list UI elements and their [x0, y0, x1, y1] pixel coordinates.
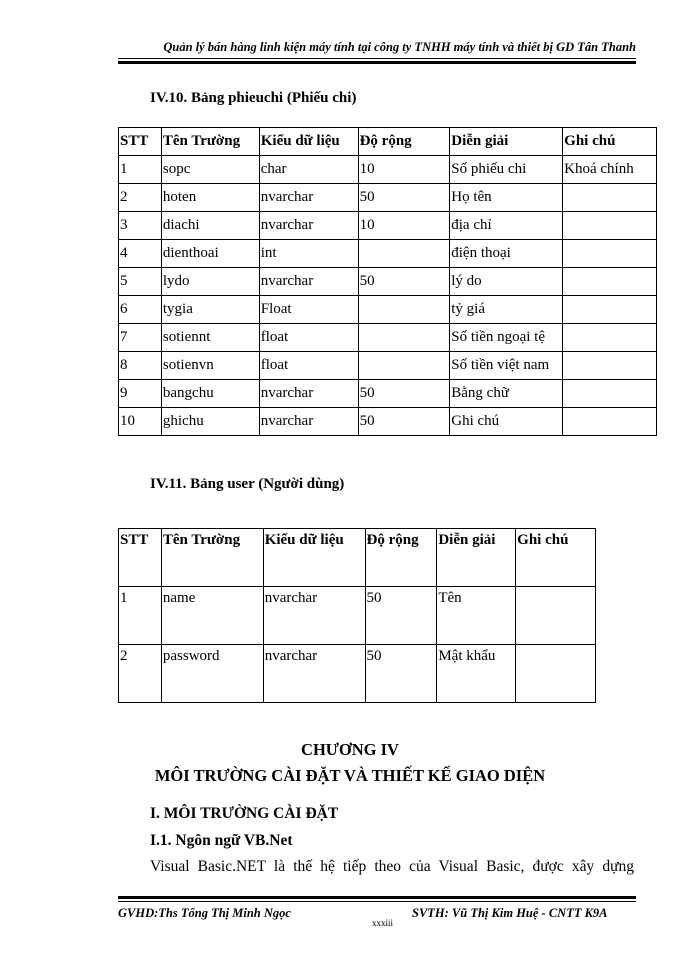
table-cell: float: [259, 324, 358, 352]
column-header: Ghi chú: [563, 128, 657, 156]
column-header: Tên Trường: [161, 128, 259, 156]
table-cell: 2: [119, 184, 162, 212]
table-cell: nvarchar: [259, 268, 358, 296]
table-cell: điện thoại: [450, 240, 563, 268]
table-cell: 4: [119, 240, 162, 268]
page-header: Quản lý bán hàng linh kiện máy tính tại công ty TNHH máy tính và thiết bị GD Tân Thanh: [163, 40, 636, 54]
table-cell: 50: [365, 587, 437, 645]
table-cell: [563, 268, 657, 296]
table-cell: nvarchar: [259, 212, 358, 240]
table-row: [119, 296, 657, 324]
table-cell: 50: [358, 268, 450, 296]
table-cell: 50: [358, 184, 450, 212]
table-cell: [563, 184, 657, 212]
table-row: [119, 587, 596, 645]
table-cell: nvarchar: [263, 587, 365, 645]
table-cell: 2: [119, 645, 162, 703]
column-header: Tên Trường: [161, 529, 263, 587]
table-cell: [516, 645, 596, 703]
chapter-number: CHƯƠNG IV: [301, 740, 399, 759]
table-cell: [358, 240, 450, 268]
table-cell: [563, 352, 657, 380]
page-number: xxxiii: [372, 918, 394, 928]
column-header: Ghi chú: [516, 529, 596, 587]
table-cell: 10: [358, 156, 450, 184]
column-header: Kiểu dữ liệu: [263, 529, 365, 587]
table-cell: char: [259, 156, 358, 184]
table-cell: 9: [119, 380, 162, 408]
table-cell: 50: [365, 645, 437, 703]
heading-1: I. MÔI TRƯỜNG CÀI ĐẶT: [150, 805, 339, 822]
table-cell: Số tiền việt nam: [450, 352, 563, 380]
table-row: [119, 645, 596, 703]
table-cell: nvarchar: [259, 380, 358, 408]
table-cell: địa chỉ: [450, 212, 563, 240]
table-cell: 50: [358, 380, 450, 408]
table-cell: sotiennt: [161, 324, 259, 352]
table-row: [119, 324, 657, 352]
table-cell: 5: [119, 268, 162, 296]
table-cell: Mật khẩu: [437, 645, 516, 703]
table-cell: nvarchar: [259, 408, 358, 436]
table-cell: tỷ giá: [450, 296, 563, 324]
table-cell: [358, 352, 450, 380]
table-cell: dienthoai: [161, 240, 259, 268]
column-header: STT: [119, 529, 162, 587]
table-cell: sopc: [161, 156, 259, 184]
table-cell: Số phiếu chi: [450, 156, 563, 184]
table-cell: 6: [119, 296, 162, 324]
table-cell: Ghi chú: [450, 408, 563, 436]
column-header: Diễn giải: [437, 529, 516, 587]
table-cell: [358, 296, 450, 324]
table-cell: Tên: [437, 587, 516, 645]
table-cell: 1: [119, 156, 162, 184]
phieuchi-table: [118, 127, 657, 436]
table-cell: [563, 212, 657, 240]
table-cell: nvarchar: [263, 645, 365, 703]
table-cell: ghichu: [161, 408, 259, 436]
table-row: [119, 156, 657, 184]
footer-student: SVTH: Vũ Thị Kim Huệ - CNTT K9A: [412, 906, 608, 920]
table-cell: sotienvn: [161, 352, 259, 380]
table-cell: Họ tên: [450, 184, 563, 212]
table-row: [119, 380, 657, 408]
table-cell: diachi: [161, 212, 259, 240]
table-cell: nvarchar: [259, 184, 358, 212]
table-row: [119, 212, 657, 240]
heading-2: I.1. Ngôn ngữ VB.Net: [150, 832, 293, 849]
table-row: [119, 352, 657, 380]
chapter-title: MÔI TRƯỜNG CÀI ĐẶT VÀ THIẾT KẾ GIAO DIỆN: [154, 766, 546, 785]
table-cell: bangchu: [161, 380, 259, 408]
table-row: [119, 408, 657, 436]
table-row: [119, 184, 657, 212]
table-cell: Float: [259, 296, 358, 324]
table-cell: 7: [119, 324, 162, 352]
footer-rule-thick: [118, 896, 636, 899]
table-header-row: [119, 529, 596, 587]
table-cell: int: [259, 240, 358, 268]
table-cell: password: [161, 645, 263, 703]
column-header: Diễn giải: [450, 128, 563, 156]
table-cell: lydo: [161, 268, 259, 296]
table-cell: Số tiền ngoại tệ: [450, 324, 563, 352]
table-cell: [358, 324, 450, 352]
table-cell: [563, 324, 657, 352]
table-cell: [563, 408, 657, 436]
column-header: STT: [119, 128, 162, 156]
table-cell: 10: [358, 212, 450, 240]
table-row: [119, 240, 657, 268]
table-cell: Khoá chính: [563, 156, 657, 184]
table-cell: hoten: [161, 184, 259, 212]
table-cell: 10: [119, 408, 162, 436]
table-cell: 1: [119, 587, 162, 645]
paragraph-text: Visual Basic.NET là thế hệ tiếp theo của Visual Basic, được xây dựng: [150, 858, 634, 875]
footer-supervisor: GVHD:Ths Tống Thị Minh Ngọc: [118, 906, 291, 920]
table-cell: 50: [358, 408, 450, 436]
table-cell: [563, 380, 657, 408]
table-cell: Bằng chữ: [450, 380, 563, 408]
table-cell: 3: [119, 212, 162, 240]
header-rule-thick: [118, 61, 636, 64]
section-title-user: IV.11. Bảng user (Người dùng): [150, 476, 345, 492]
section-title-phieuchi: IV.10. Bảng phieuchi (Phiếu chi): [150, 90, 357, 106]
table-cell: [563, 296, 657, 324]
table-header-row: [119, 128, 657, 156]
header-rule-thin: [118, 58, 636, 59]
column-header: Độ rộng: [365, 529, 437, 587]
table-cell: name: [161, 587, 263, 645]
table-cell: 8: [119, 352, 162, 380]
table-cell: [563, 240, 657, 268]
table-cell: [516, 587, 596, 645]
table-cell: tygia: [161, 296, 259, 324]
user-table: [118, 528, 596, 703]
table-row: [119, 268, 657, 296]
column-header: Kiểu dữ liệu: [259, 128, 358, 156]
footer-rule-thin: [118, 901, 636, 902]
table-cell: lý do: [450, 268, 563, 296]
column-header: Độ rộng: [358, 128, 450, 156]
table-cell: float: [259, 352, 358, 380]
